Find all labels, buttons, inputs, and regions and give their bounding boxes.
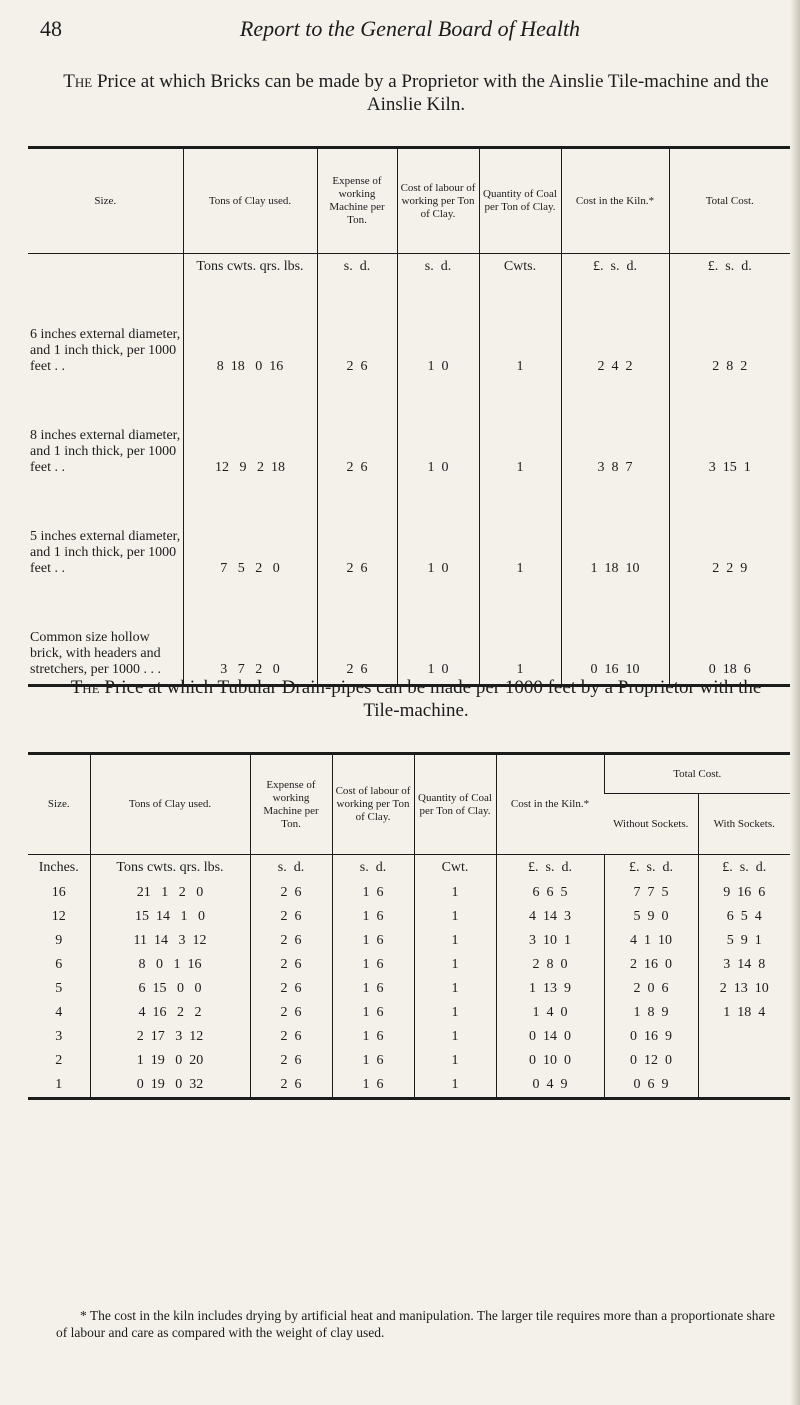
row-without: 5 9 0 <box>604 905 698 929</box>
row-labour: 1 6 <box>332 1049 414 1073</box>
row-labour: 1 6 <box>332 905 414 929</box>
row-size: 5 inches external diameter, and 1 inch thick, per 1000 feet . . <box>30 529 181 576</box>
row-clay: 15 14 1 0 <box>90 905 250 929</box>
unit-clay: Tons cwts. qrs. lbs. <box>183 254 317 281</box>
row-machine: 2 6 <box>250 1001 332 1025</box>
unit-size <box>28 254 183 281</box>
table-row <box>28 881 790 905</box>
unit-row <box>28 855 790 882</box>
unit-clay: Tons cwts. qrs. lbs. <box>90 855 250 882</box>
row-machine: 2 6 <box>250 953 332 977</box>
row-labour: 1 0 <box>397 381 479 482</box>
page-number: 48 <box>40 16 62 41</box>
page-header <box>40 16 780 46</box>
row-machine: 2 6 <box>250 929 332 953</box>
row-with: 2 13 10 <box>698 977 790 1001</box>
row-kiln: 2 8 0 <box>496 953 604 977</box>
table-row <box>28 953 790 977</box>
row-labour: 1 6 <box>332 1001 414 1025</box>
row-coal: 1 <box>414 1001 496 1025</box>
row-kiln: 3 8 7 <box>561 381 669 482</box>
table-row <box>28 583 790 686</box>
row-with <box>698 1025 790 1049</box>
row-without: 1 8 9 <box>604 1001 698 1025</box>
unit-labour: s. d. <box>397 254 479 281</box>
row-labour: 1 6 <box>332 1025 414 1049</box>
col-header-kiln: Cost in the Kiln.* <box>561 148 669 254</box>
row-kiln: 1 18 10 <box>561 482 669 583</box>
row-size: 5 <box>55 981 63 996</box>
row-clay: 4 16 2 2 <box>90 1001 250 1025</box>
table-row <box>28 381 790 482</box>
col-header-machine: Expense of working Machine per Ton. <box>317 148 397 254</box>
row-coal: 1 <box>414 1025 496 1049</box>
col-header-with-sockets: With Sockets. <box>698 794 790 855</box>
row-labour: 1 0 <box>397 583 479 686</box>
brick-title-lead: The <box>63 71 93 92</box>
col-header-labour: Cost of labour of working per Ton of Clay. <box>397 148 479 254</box>
row-with: 1 18 4 <box>698 1001 790 1025</box>
row-coal: 1 <box>414 881 496 905</box>
row-labour: 1 6 <box>332 953 414 977</box>
row-labour: 1 6 <box>332 881 414 905</box>
row-coal: 1 <box>414 1073 496 1099</box>
row-with: 3 14 8 <box>698 953 790 977</box>
row-machine: 2 6 <box>317 381 397 482</box>
row-without: 0 16 9 <box>604 1025 698 1049</box>
row-coal: 1 <box>479 583 561 686</box>
col-header-labour: Cost of labour of working per Ton of Clay. <box>332 754 414 855</box>
table-row <box>28 977 790 1001</box>
col-header-kiln: Cost in the Kiln.* <box>496 754 604 855</box>
unit-without: £. s. d. <box>604 855 698 882</box>
row-clay: 2 17 3 12 <box>90 1025 250 1049</box>
row-coal: 1 <box>479 482 561 583</box>
col-header-size: Size. <box>28 148 183 254</box>
row-machine: 2 6 <box>250 1025 332 1049</box>
row-machine: 2 6 <box>250 1049 332 1073</box>
brick-table-title <box>56 70 776 116</box>
row-kiln: 2 4 2 <box>561 280 669 381</box>
running-title: Report to the General Board of Health <box>239 16 581 41</box>
drain-title-lead: The <box>70 677 100 698</box>
table-row <box>28 1001 790 1025</box>
row-labour: 1 0 <box>397 482 479 583</box>
row-machine: 2 6 <box>317 280 397 381</box>
unit-kiln: £. s. d. <box>561 254 669 281</box>
row-kiln: 6 6 5 <box>496 881 604 905</box>
row-size: 12 <box>51 909 66 924</box>
row-size: 9 <box>55 933 63 948</box>
table-row <box>28 1025 790 1049</box>
col-header-without-sockets: Without Sockets. <box>604 794 698 855</box>
row-clay: 8 0 1 16 <box>90 953 250 977</box>
row-with: 9 16 6 <box>698 881 790 905</box>
col-header-clay: Tons of Clay used. <box>183 148 317 254</box>
row-clay: 3 7 2 0 <box>183 583 317 686</box>
row-kiln: 1 13 9 <box>496 977 604 1001</box>
unit-kiln: £. s. d. <box>496 855 604 882</box>
row-labour: 1 6 <box>332 929 414 953</box>
row-total: 2 8 2 <box>669 280 790 381</box>
row-labour: 1 6 <box>332 977 414 1001</box>
row-clay: 0 19 0 32 <box>90 1073 250 1099</box>
row-coal: 1 <box>479 280 561 381</box>
row-size: 1 <box>55 1077 63 1092</box>
unit-with: £. s. d. <box>698 855 790 882</box>
row-machine: 2 6 <box>317 583 397 686</box>
col-header-coal: Quantity of Coal per Ton of Clay. <box>414 754 496 855</box>
row-kiln: 4 14 3 <box>496 905 604 929</box>
col-header-coal: Quantity of Coal per Ton of Clay. <box>479 148 561 254</box>
row-clay: 12 9 2 18 <box>183 381 317 482</box>
page-edge <box>790 0 800 1405</box>
col-header-machine: Expense of working Machine per Ton. <box>250 754 332 855</box>
unit-total: £. s. d. <box>669 254 790 281</box>
row-without: 7 7 5 <box>604 881 698 905</box>
row-labour: 1 0 <box>397 280 479 381</box>
row-coal: 1 <box>414 929 496 953</box>
row-with <box>698 1049 790 1073</box>
row-total: 3 15 1 <box>669 381 790 482</box>
table-row <box>28 929 790 953</box>
row-kiln: 0 4 9 <box>496 1073 604 1099</box>
table-row <box>28 905 790 929</box>
row-clay: 7 5 2 0 <box>183 482 317 583</box>
row-total: 2 2 9 <box>669 482 790 583</box>
drain-title-text: Price at which Tubular Drain-pipes can be made per 1000 feet by a Proprietor with the Tile-machine. <box>99 677 762 721</box>
row-size: 16 <box>51 885 66 900</box>
unit-row <box>28 254 790 281</box>
row-size: 6 inches external diameter, and 1 inch thick, per 1000 feet . . <box>30 327 181 374</box>
row-without: 0 12 0 <box>604 1049 698 1073</box>
row-clay: 1 19 0 20 <box>90 1049 250 1073</box>
col-header-size: Size. <box>28 754 90 855</box>
row-with <box>698 1073 790 1099</box>
row-machine: 2 6 <box>317 482 397 583</box>
row-with: 5 9 1 <box>698 929 790 953</box>
unit-machine: s. d. <box>317 254 397 281</box>
row-size: 6 <box>55 957 63 972</box>
row-size: Common size hollow brick, with headers and stretchers, per 1000 . . . <box>30 630 162 677</box>
table-row <box>28 1073 790 1099</box>
footnote: * The cost in the kiln includes drying by artificial heat and manipulation. The larger tile requires more than a proportionate share of labour and care as compared with the weight of clay used. <box>56 1307 776 1340</box>
unit-size: Inches. <box>38 860 79 875</box>
row-machine: 2 6 <box>250 977 332 1001</box>
row-total: 0 18 6 <box>669 583 790 686</box>
unit-coal: Cwt. <box>414 855 496 882</box>
drain-pipe-price-table <box>28 752 790 1100</box>
row-clay: 6 15 0 0 <box>90 977 250 1001</box>
row-clay: 21 1 2 0 <box>90 881 250 905</box>
table-row <box>28 1049 790 1073</box>
row-size: 3 <box>55 1029 63 1044</box>
brick-price-table <box>28 146 790 687</box>
row-machine: 2 6 <box>250 905 332 929</box>
row-machine: 2 6 <box>250 881 332 905</box>
row-coal: 1 <box>414 953 496 977</box>
row-without: 0 6 9 <box>604 1073 698 1099</box>
row-kiln: 0 10 0 <box>496 1049 604 1073</box>
col-header-clay: Tons of Clay used. <box>90 754 250 855</box>
drain-table-title <box>56 676 776 722</box>
row-with: 6 5 4 <box>698 905 790 929</box>
col-header-total: Total Cost. <box>669 148 790 254</box>
row-kiln: 3 10 1 <box>496 929 604 953</box>
row-clay: 11 14 3 12 <box>90 929 250 953</box>
unit-labour: s. d. <box>332 855 414 882</box>
row-without: 2 0 6 <box>604 977 698 1001</box>
row-without: 4 1 10 <box>604 929 698 953</box>
row-size: 8 inches external diameter, and 1 inch thick, per 1000 feet . . <box>30 428 181 475</box>
unit-machine: s. d. <box>250 855 332 882</box>
row-without: 2 16 0 <box>604 953 698 977</box>
row-labour: 1 6 <box>332 1073 414 1099</box>
col-header-total: Total Cost. <box>604 754 790 794</box>
row-size: 2 <box>55 1053 63 1068</box>
row-coal: 1 <box>479 381 561 482</box>
row-kiln: 0 14 0 <box>496 1025 604 1049</box>
table-row <box>28 280 790 381</box>
row-coal: 1 <box>414 977 496 1001</box>
row-coal: 1 <box>414 905 496 929</box>
row-size: 4 <box>55 1005 63 1020</box>
row-kiln: 1 4 0 <box>496 1001 604 1025</box>
row-clay: 8 18 0 16 <box>183 280 317 381</box>
table-row <box>28 482 790 583</box>
unit-coal: Cwts. <box>479 254 561 281</box>
row-coal: 1 <box>414 1049 496 1073</box>
row-machine: 2 6 <box>250 1073 332 1099</box>
brick-title-text: Price at which Bricks can be made by a Proprietor with the Ainslie Tile-machine and the Ainslie Kiln. <box>92 71 769 115</box>
row-kiln: 0 16 10 <box>561 583 669 686</box>
